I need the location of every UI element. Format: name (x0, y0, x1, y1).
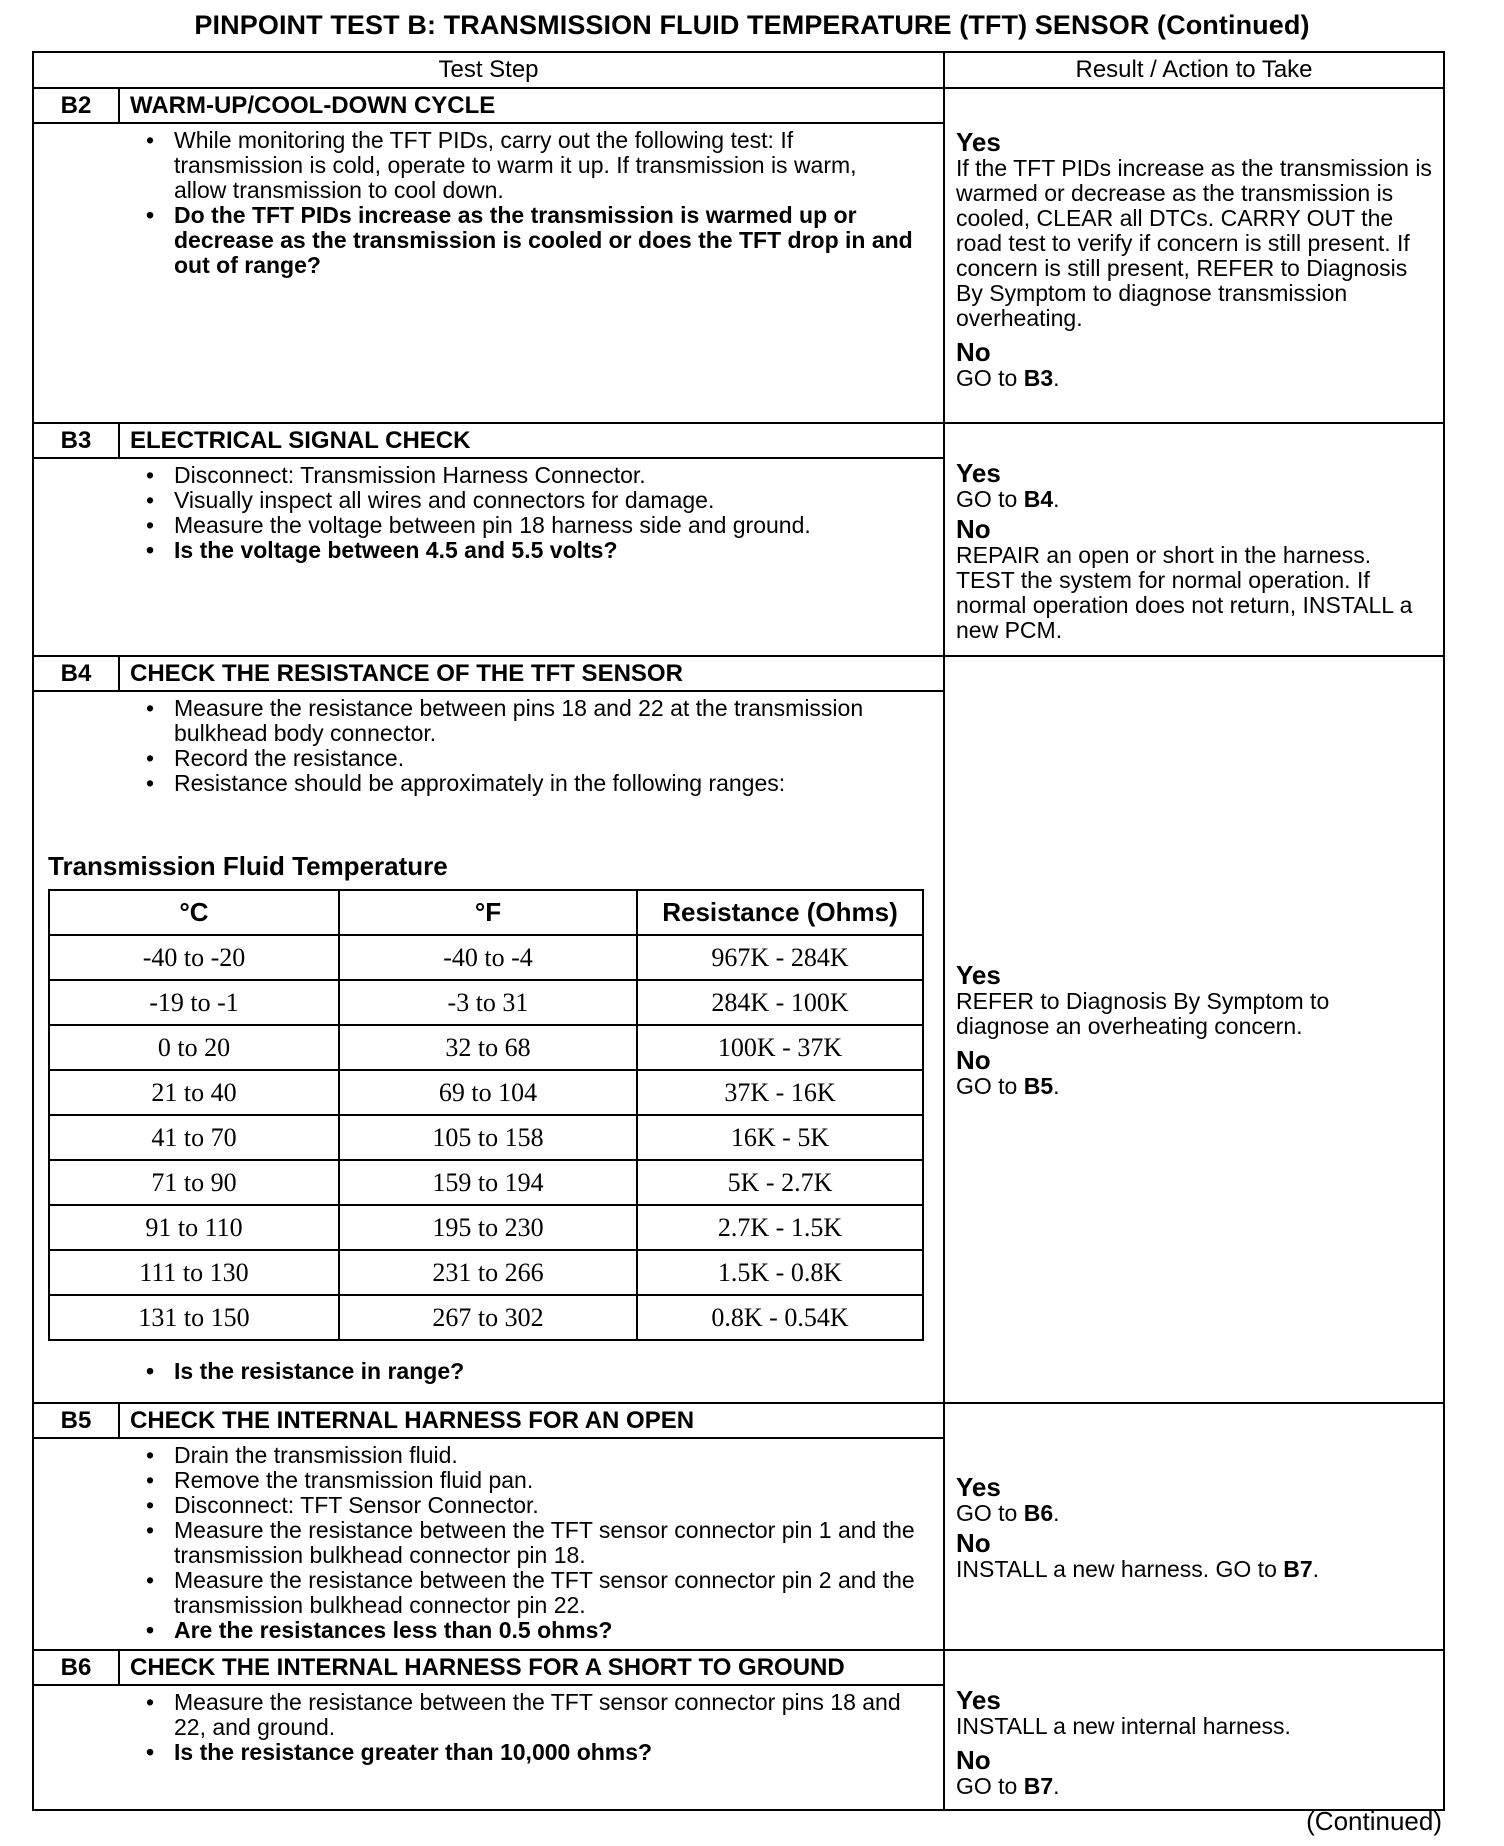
no-label: No (956, 1527, 991, 1558)
step-b3-result (944, 423, 1444, 656)
fahrenheit-cell: -3 to 31 (339, 980, 637, 1025)
resistance-cell: 284K - 100K (637, 980, 923, 1025)
yes-label: Yes (956, 1471, 1001, 1502)
list-item: • Measure the voltage between pin 18 harness side and ground. (162, 513, 915, 538)
yes-action: REFER to Diagnosis By Symptom to diagnose an overheating concern. (956, 988, 1330, 1039)
list-item: • Disconnect: TFT Sensor Connector. (162, 1493, 915, 1518)
step-title: WARM-UP/COOL-DOWN CYCLE (119, 88, 944, 123)
step-b3-body (33, 458, 944, 656)
step-title: CHECK THE INTERNAL HARNESS FOR AN OPEN (119, 1403, 944, 1438)
resistance-cell: 0.8K - 0.54K (637, 1295, 923, 1340)
step-b5-result (944, 1403, 1444, 1650)
fahrenheit-header: °F (339, 890, 637, 935)
table-row (49, 1025, 923, 1070)
step-question: • Is the resistance greater than 10,000 ohms? (162, 1740, 915, 1765)
celsius-cell: 131 to 150 (49, 1295, 339, 1340)
no-label: No (956, 1745, 991, 1775)
fahrenheit-cell: 195 to 230 (339, 1205, 637, 1250)
step-b2-result (944, 88, 1444, 423)
celsius-cell: -19 to -1 (49, 980, 339, 1025)
celsius-header: °C (49, 890, 339, 935)
fahrenheit-cell: -40 to -4 (339, 935, 637, 980)
list-item: • Measure the resistance between the TFT sensor connector pins 18 and 22, and ground. (162, 1690, 915, 1740)
fahrenheit-cell: 32 to 68 (339, 1025, 637, 1070)
step-b4-body (33, 691, 944, 1403)
no-action: GO to B5. (956, 1073, 1060, 1099)
tft-header-row (49, 890, 923, 935)
page-title: PINPOINT TEST B: TRANSMISSION FLUID TEMPERATURE (TFT) SENSOR (Continued) (194, 10, 1310, 40)
resistance-header: Resistance (Ohms) (637, 890, 923, 935)
yes-action: GO to B6. (956, 1499, 1060, 1526)
list-item: • Measure the resistance between the TFT sensor connector pin 2 and the transmission bulkhead connector pin 22. (162, 1568, 915, 1618)
step-question: • Is the resistance in range? (162, 1359, 915, 1384)
step-question: • Do the TFT PIDs increase as the transmission is warmed up or decrease as the transmission is cooled or does the TFT drop in and out of range? (162, 203, 915, 278)
table-row (49, 1070, 923, 1115)
list-item: • Drain the transmission fluid. (162, 1443, 915, 1468)
fahrenheit-cell: 69 to 104 (339, 1070, 637, 1115)
step-title: CHECK THE INTERNAL HARNESS FOR A SHORT TO GROUND (119, 1650, 944, 1685)
table-row (49, 1250, 923, 1295)
fahrenheit-cell: 105 to 158 (339, 1115, 637, 1160)
step-id: B5 (33, 1403, 119, 1438)
step-id: B4 (33, 656, 119, 691)
step-b3-header-row (33, 423, 1444, 458)
yes-label: Yes (956, 127, 1001, 157)
step-b2-body (33, 123, 944, 423)
table-header-row (33, 52, 1444, 88)
resistance-cell: 1.5K - 0.8K (637, 1250, 923, 1295)
table-row (49, 1160, 923, 1205)
celsius-cell: 41 to 70 (49, 1115, 339, 1160)
table-row (49, 1295, 923, 1340)
fahrenheit-cell: 159 to 194 (339, 1160, 637, 1205)
step-b4-header-row (33, 656, 1444, 691)
yes-label: Yes (956, 1685, 1001, 1715)
resistance-cell: 37K - 16K (637, 1070, 923, 1115)
yes-action: INSTALL a new internal harness. (956, 1713, 1291, 1739)
resistance-cell: 5K - 2.7K (637, 1160, 923, 1205)
celsius-cell: -40 to -20 (49, 935, 339, 980)
step-title: ELECTRICAL SIGNAL CHECK (119, 423, 944, 458)
step-question: • Are the resistances less than 0.5 ohms? (162, 1618, 915, 1643)
list-item: • Record the resistance. (162, 746, 915, 771)
list-item: • Visually inspect all wires and connectors for damage. (162, 488, 915, 513)
yes-action: If the TFT PIDs increase as the transmission is warmed or decrease as the transmission is cooled, CLEAR all DTCs. CARRY OUT the road test to verify if concern is still present. If concern is still present, REFER to Diagnosis By Symptom to diagnose transmission overheating. (956, 155, 1432, 331)
step-b6-result (944, 1650, 1444, 1810)
continued-label: (Continued) (1306, 1806, 1442, 1836)
celsius-cell: 71 to 90 (49, 1160, 339, 1205)
no-action: REPAIR an open or short in the harness. TEST the system for normal operation. If normal operation does not return, INSTALL a new PCM. (956, 542, 1413, 643)
list-item: • Measure the resistance between pins 18 and 22 at the transmission bulkhead body connector. (162, 696, 915, 746)
fahrenheit-cell: 231 to 266 (339, 1250, 637, 1295)
tft-table-title: Transmission Fluid Temperature (48, 851, 448, 881)
step-title: CHECK THE RESISTANCE OF THE TFT SENSOR (119, 656, 944, 691)
table-row (49, 935, 923, 980)
celsius-cell: 91 to 110 (49, 1205, 339, 1250)
step-id: B2 (33, 88, 119, 123)
no-action: INSTALL a new harness. GO to B7. (956, 1555, 1320, 1582)
resistance-cell: 16K - 5K (637, 1115, 923, 1160)
celsius-cell: 111 to 130 (49, 1250, 339, 1295)
resistance-cell: 2.7K - 1.5K (637, 1205, 923, 1250)
yes-label: Yes (956, 960, 1001, 990)
table-row (49, 980, 923, 1025)
step-id: B3 (33, 423, 119, 458)
no-action: GO to B3. (956, 365, 1060, 391)
step-b6-header-row (33, 1650, 1444, 1685)
result-header: Result / Action to Take (944, 52, 1444, 88)
no-label: No (956, 1045, 991, 1075)
step-b5-header-row (33, 1403, 1444, 1438)
table-row (49, 1115, 923, 1160)
tft-resistance-table (48, 889, 924, 1341)
list-item: • While monitoring the TFT PIDs, carry out the following test: If transmission is cold, operate to warm it up. If transmission is warm, allow transmission to cool down. (162, 128, 915, 203)
step-b5-body (33, 1438, 944, 1650)
no-label: No (956, 514, 991, 544)
step-question: • Is the voltage between 4.5 and 5.5 volts? (162, 538, 915, 563)
celsius-cell: 21 to 40 (49, 1070, 339, 1115)
no-action: GO to B7. (956, 1773, 1060, 1799)
list-item: • Measure the resistance between the TFT sensor connector pin 1 and the transmission bulkhead connector pin 18. (162, 1518, 915, 1568)
celsius-cell: 0 to 20 (49, 1025, 339, 1070)
step-id: B6 (33, 1650, 119, 1685)
table-row (49, 1205, 923, 1250)
resistance-cell: 967K - 284K (637, 935, 923, 980)
no-label: No (956, 337, 991, 367)
resistance-cell: 100K - 37K (637, 1025, 923, 1070)
pinpoint-test-table (32, 51, 1445, 1811)
list-item: • Remove the transmission fluid pan. (162, 1468, 915, 1493)
fahrenheit-cell: 267 to 302 (339, 1295, 637, 1340)
test-step-header: Test Step (33, 52, 944, 88)
step-b2-header-row (33, 88, 1444, 123)
list-item: • Resistance should be approximately in the following ranges: (162, 771, 915, 796)
step-b6-body (33, 1685, 944, 1810)
yes-action: GO to B4. (956, 486, 1060, 512)
step-b4-result (944, 656, 1444, 1403)
list-item: • Disconnect: Transmission Harness Connector. (162, 463, 915, 488)
yes-label: Yes (956, 458, 1001, 488)
